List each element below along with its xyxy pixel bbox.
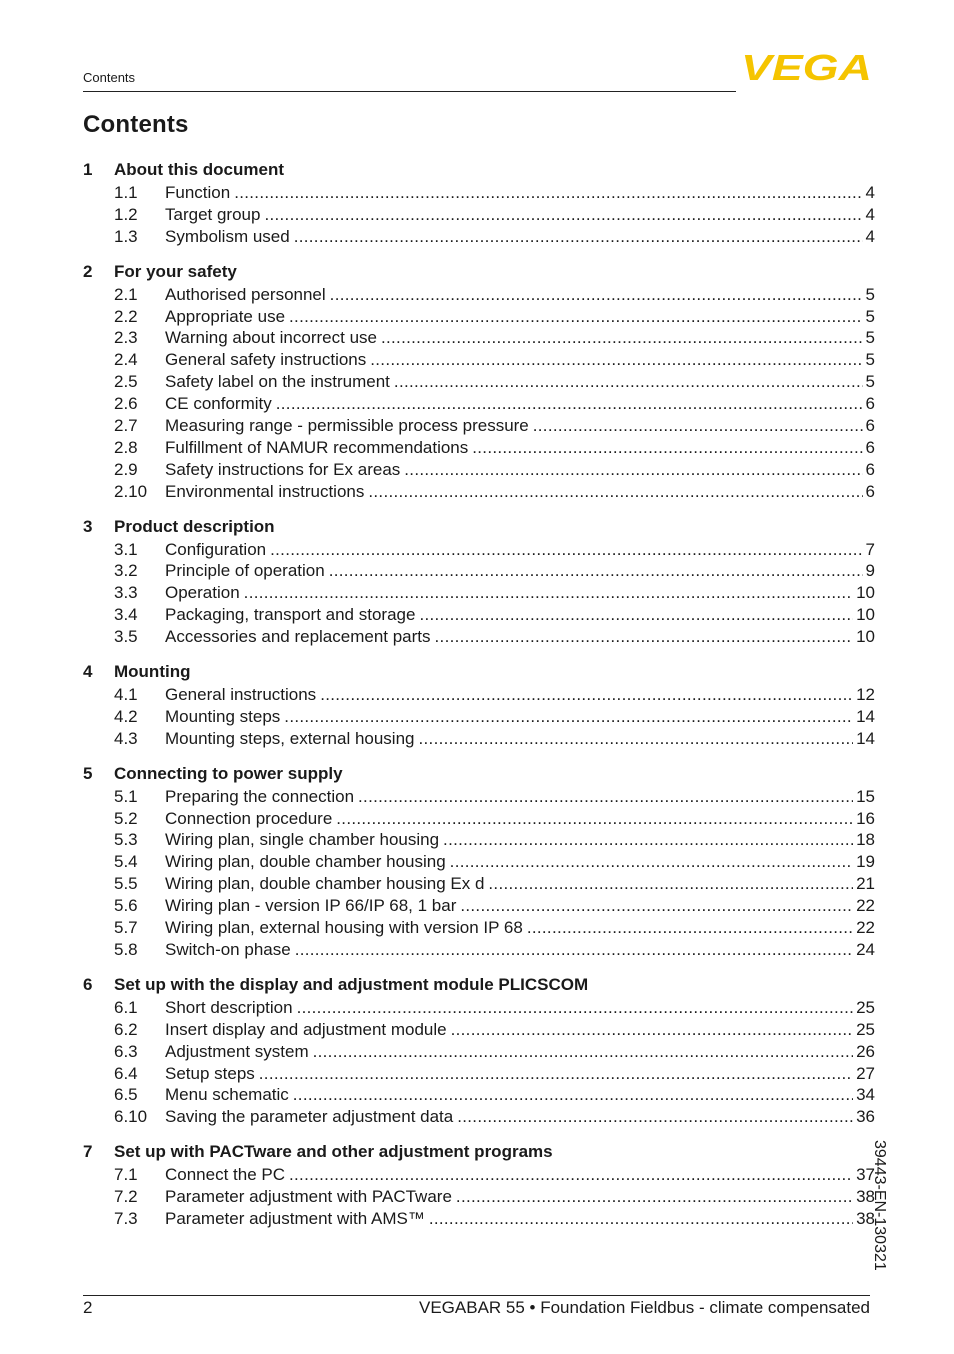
entry-page-number: 6 <box>865 481 875 501</box>
entry-title: CE conformity <box>165 394 272 414</box>
dot-leader <box>460 895 853 917</box>
dot-leader <box>259 1063 853 1085</box>
toc-entry[interactable] <box>83 786 875 808</box>
entry-page-number: 38 <box>856 1208 875 1228</box>
entry-page-number: 38 <box>856 1187 875 1207</box>
dot-leader <box>289 306 863 328</box>
dot-leader <box>336 808 853 830</box>
entry-page-number: 9 <box>865 561 875 581</box>
toc-entry[interactable] <box>83 626 875 648</box>
toc-entry[interactable] <box>83 349 875 371</box>
toc-entry[interactable] <box>83 917 875 939</box>
dot-leader <box>429 1208 853 1230</box>
entry-number: 2.7 <box>114 416 138 436</box>
chapter-title: For your safety <box>114 261 237 281</box>
toc-entry[interactable] <box>83 204 875 226</box>
entry-number: 3.3 <box>114 583 138 603</box>
toc-chapter <box>83 762 875 961</box>
toc-chapter <box>83 1140 875 1230</box>
entry-number: 5.4 <box>114 852 138 872</box>
entry-page-number: 4 <box>865 226 875 246</box>
entry-number: 6.10 <box>114 1107 148 1127</box>
entry-page-number: 19 <box>856 852 875 872</box>
entry-number: 5.1 <box>114 786 138 806</box>
dot-leader <box>457 1106 853 1128</box>
toc-entry[interactable] <box>83 393 875 415</box>
dot-leader <box>419 728 854 750</box>
entry-page-number: 10 <box>856 605 875 625</box>
entry-number: 3.4 <box>114 605 138 625</box>
entry-page-number: 22 <box>856 896 875 916</box>
toc-entry[interactable] <box>83 415 875 437</box>
chapter-number: 3 <box>83 516 93 536</box>
entry-title: Target group <box>165 204 261 224</box>
entry-page-number: 21 <box>856 874 875 894</box>
entry-number: 5.7 <box>114 918 138 938</box>
dot-leader <box>234 182 862 204</box>
chapter-title: Mounting <box>114 662 191 682</box>
chapter-number: 4 <box>83 662 93 682</box>
entry-title: Preparing the connection <box>165 786 355 806</box>
toc-chapter-heading[interactable] <box>83 762 875 786</box>
dot-leader <box>450 851 853 873</box>
toc-entry[interactable] <box>83 306 875 328</box>
entry-page-number: 25 <box>856 997 875 1017</box>
toc-entry[interactable] <box>83 327 875 349</box>
toc-entry[interactable] <box>83 226 875 248</box>
toc-entry[interactable] <box>83 604 875 626</box>
entry-number: 5.8 <box>114 939 138 959</box>
footer-page-number: 2 <box>83 1298 93 1317</box>
entry-title: Accessories and replacement parts <box>165 627 431 647</box>
entry-page-number: 22 <box>856 918 875 938</box>
toc-entry[interactable] <box>83 560 875 582</box>
entry-number: 5.5 <box>114 874 138 894</box>
entry-number: 4.3 <box>114 728 138 748</box>
entry-title: Wiring plan, double chamber housing <box>165 852 446 872</box>
entry-page-number: 6 <box>865 394 875 414</box>
toc-entry[interactable] <box>83 1208 875 1230</box>
toc-entry[interactable] <box>83 706 875 728</box>
dot-leader <box>289 1164 853 1186</box>
toc-entry[interactable] <box>83 371 875 393</box>
entry-number: 2.3 <box>114 328 138 348</box>
entry-page-number: 25 <box>856 1019 875 1039</box>
entry-page-number: 18 <box>856 830 875 850</box>
toc-entry[interactable] <box>83 582 875 604</box>
entry-title: Adjustment system <box>165 1041 309 1061</box>
entry-page-number: 4 <box>865 183 875 202</box>
entry-number: 2.5 <box>114 372 138 392</box>
dot-leader <box>320 684 853 706</box>
dot-leader <box>370 349 862 371</box>
chapter-title: Connecting to power supply <box>114 763 343 783</box>
entry-title: Insert display and adjustment module <box>165 1019 447 1039</box>
dot-leader <box>297 997 854 1019</box>
entry-title: Principle of operation <box>165 561 325 581</box>
toc-chapter <box>83 660 875 750</box>
dot-leader <box>488 873 853 895</box>
entry-number: 1.2 <box>114 204 138 224</box>
entry-number: 7.2 <box>114 1187 138 1207</box>
entry-title: General instructions <box>165 685 317 705</box>
entry-title: Parameter adjustment with PACTware <box>165 1187 452 1207</box>
toc-chapter-heading[interactable] <box>83 515 875 539</box>
entry-title: Warning about incorrect use <box>165 328 377 348</box>
entry-number: 6.4 <box>114 1063 138 1083</box>
toc-entry[interactable] <box>83 895 875 917</box>
chapter-title: About this document <box>114 160 284 179</box>
entry-title: General safety instructions <box>165 350 367 370</box>
page-title: Contents <box>83 111 189 138</box>
entry-number: 2.9 <box>114 459 138 479</box>
dot-leader <box>456 1186 853 1208</box>
entry-number: 1.3 <box>114 226 138 246</box>
dot-leader <box>284 706 853 728</box>
entry-page-number: 6 <box>865 416 875 436</box>
entry-page-number: 4 <box>865 204 875 224</box>
chapter-number: 2 <box>83 261 93 281</box>
toc-chapter <box>83 260 875 503</box>
entry-page-number: 10 <box>856 627 875 647</box>
entry-number: 4.2 <box>114 706 138 726</box>
toc-entry[interactable] <box>83 1186 875 1208</box>
dot-leader <box>295 939 853 961</box>
entry-title: Mounting steps <box>165 706 281 726</box>
svg-text:VEGA: VEGA <box>741 52 872 82</box>
entry-page-number: 15 <box>856 786 875 806</box>
entry-page-number: 37 <box>856 1165 875 1185</box>
dot-leader <box>270 539 862 561</box>
entry-title: Short description <box>165 997 293 1017</box>
entry-title: Parameter adjustment with AMS™ <box>165 1208 425 1228</box>
toc-entry[interactable] <box>83 728 875 750</box>
toc-chapter-heading[interactable] <box>83 973 875 997</box>
header-section-label: Contents <box>83 70 136 85</box>
entry-page-number: 5 <box>865 284 875 304</box>
entry-page-number: 7 <box>865 539 875 559</box>
toc-chapter <box>83 515 875 648</box>
entry-title: Environmental instructions <box>165 481 365 501</box>
entry-title: Wiring plan, single chamber housing <box>165 830 440 850</box>
entry-title: Switch-on phase <box>165 939 291 959</box>
dot-leader <box>381 327 863 349</box>
dot-leader <box>330 284 863 306</box>
dot-leader <box>472 437 862 459</box>
footer-document-title: VEGABAR 55 • Foundation Fieldbus - climate compensated <box>418 1298 870 1317</box>
toc-entry[interactable] <box>83 481 875 503</box>
entry-title: Mounting steps, external housing <box>165 728 415 748</box>
toc-entry[interactable] <box>83 829 875 851</box>
entry-number: 7.3 <box>114 1208 138 1228</box>
dot-leader <box>244 582 853 604</box>
entry-title: Fulfillment of NAMUR recommendations <box>165 437 469 457</box>
toc-entry[interactable] <box>83 997 875 1019</box>
dot-leader <box>264 204 862 226</box>
entry-number: 3.2 <box>114 561 138 581</box>
dot-leader <box>394 371 863 393</box>
entry-title: Symbolism used <box>165 226 290 246</box>
toc-entry[interactable] <box>83 459 875 481</box>
toc-chapter-heading[interactable] <box>83 660 875 684</box>
entry-title: Menu schematic <box>165 1085 289 1105</box>
toc-entry[interactable] <box>83 539 875 561</box>
entry-title: Wiring plan, double chamber housing Ex d <box>165 874 485 894</box>
entry-title: Wiring plan, external housing with version IP 68 <box>165 918 523 938</box>
entry-page-number: 14 <box>856 706 875 726</box>
dot-leader <box>313 1041 853 1063</box>
toc-chapter <box>83 158 875 248</box>
table-of-contents <box>83 158 875 1242</box>
entry-number: 2.4 <box>114 350 138 370</box>
toc-entry[interactable] <box>83 1041 875 1063</box>
entry-title: Connect the PC <box>165 1165 286 1185</box>
entry-title: Safety label on the instrument <box>165 372 390 392</box>
chapter-number: 6 <box>83 974 93 994</box>
entry-page-number: 24 <box>856 939 875 959</box>
entry-page-number: 6 <box>865 459 875 479</box>
entry-page-number: 34 <box>856 1085 875 1105</box>
entry-number: 3.1 <box>114 539 138 559</box>
toc-entry[interactable] <box>83 1106 875 1128</box>
toc-entry[interactable] <box>83 939 875 961</box>
dot-leader <box>404 459 862 481</box>
entry-page-number: 14 <box>856 728 875 748</box>
chapter-title: Product description <box>114 516 275 536</box>
toc-entry[interactable] <box>83 284 875 306</box>
entry-title: Safety instructions for Ex areas <box>165 459 401 479</box>
entry-number: 6.5 <box>114 1085 138 1105</box>
dot-leader <box>527 917 853 939</box>
entry-title: Appropriate use <box>165 306 286 326</box>
entry-number: 3.5 <box>114 627 138 647</box>
toc-entry[interactable] <box>83 851 875 873</box>
entry-title: Wiring plan - version IP 66/IP 68, 1 bar <box>165 896 457 916</box>
entry-title: Authorised personnel <box>165 284 326 304</box>
entry-number: 2.10 <box>114 481 148 501</box>
chapter-title: Set up with the display and adjustment module PLICSCOM <box>114 974 589 994</box>
entry-number: 2.2 <box>114 306 138 326</box>
entry-page-number: 36 <box>856 1107 875 1127</box>
entry-number: 2.1 <box>114 284 138 304</box>
entry-number: 5.6 <box>114 896 138 916</box>
toc-entry[interactable] <box>83 684 875 706</box>
entry-number: 7.1 <box>114 1165 138 1185</box>
toc-entry[interactable] <box>83 1084 875 1106</box>
entry-page-number: 5 <box>865 306 875 326</box>
header-rule <box>83 91 736 92</box>
toc-entry[interactable] <box>83 873 875 895</box>
entry-page-number: 16 <box>856 808 875 828</box>
toc-entry[interactable] <box>83 808 875 830</box>
dot-leader <box>368 481 862 503</box>
vega-logo <box>741 52 872 82</box>
footer-rule <box>83 1295 870 1296</box>
entry-title: Measuring range - permissible process pressure <box>165 416 529 436</box>
entry-page-number: 26 <box>856 1041 875 1061</box>
entry-page-number: 6 <box>865 437 875 457</box>
entry-title: Configuration <box>165 539 267 559</box>
toc-entry[interactable] <box>83 1063 875 1085</box>
chapter-number: 5 <box>83 763 93 783</box>
chapter-title: Set up with PACTware and other adjustment programs <box>114 1142 553 1162</box>
entry-number: 1.1 <box>114 183 138 202</box>
entry-number: 6.2 <box>114 1019 138 1039</box>
dot-leader <box>358 786 853 808</box>
entry-title: Function <box>165 183 231 202</box>
entry-number: 6.1 <box>114 997 138 1017</box>
dot-leader <box>294 226 863 248</box>
entry-number: 2.8 <box>114 437 138 457</box>
chapter-number: 7 <box>83 1142 93 1162</box>
entry-page-number: 27 <box>856 1063 875 1083</box>
entry-page-number: 12 <box>856 685 875 705</box>
toc-entry[interactable] <box>83 1019 875 1041</box>
toc-entry[interactable] <box>83 437 875 459</box>
entry-title: Connection procedure <box>165 808 333 828</box>
toc-entry[interactable] <box>83 182 875 204</box>
entry-title: Saving the parameter adjustment data <box>165 1107 454 1127</box>
entry-title: Packaging, transport and storage <box>165 605 416 625</box>
dot-leader <box>329 560 863 582</box>
dot-leader <box>443 829 853 851</box>
entry-number: 2.6 <box>114 394 138 414</box>
toc-chapter <box>83 973 875 1128</box>
entry-page-number: 5 <box>865 328 875 348</box>
chapter-number: 1 <box>83 160 93 179</box>
entry-page-number: 10 <box>856 583 875 603</box>
toc-entry[interactable] <box>83 1164 875 1186</box>
dot-leader <box>451 1019 853 1041</box>
dot-leader <box>276 393 863 415</box>
toc-chapter-heading[interactable] <box>83 158 875 182</box>
entry-title: Operation <box>165 583 240 603</box>
entry-page-number: 5 <box>865 372 875 392</box>
entry-number: 4.1 <box>114 685 138 705</box>
entry-number: 5.3 <box>114 830 138 850</box>
dot-leader <box>435 626 854 648</box>
entry-number: 5.2 <box>114 808 138 828</box>
dot-leader <box>533 415 863 437</box>
document-id: 39443-EN-130321 <box>871 1140 888 1271</box>
entry-page-number: 5 <box>865 350 875 370</box>
dot-leader <box>293 1084 853 1106</box>
toc-chapter-heading[interactable] <box>83 1140 875 1164</box>
entry-title: Setup steps <box>165 1063 255 1083</box>
toc-chapter-heading[interactable] <box>83 260 875 284</box>
dot-leader <box>419 604 853 626</box>
entry-number: 6.3 <box>114 1041 138 1061</box>
